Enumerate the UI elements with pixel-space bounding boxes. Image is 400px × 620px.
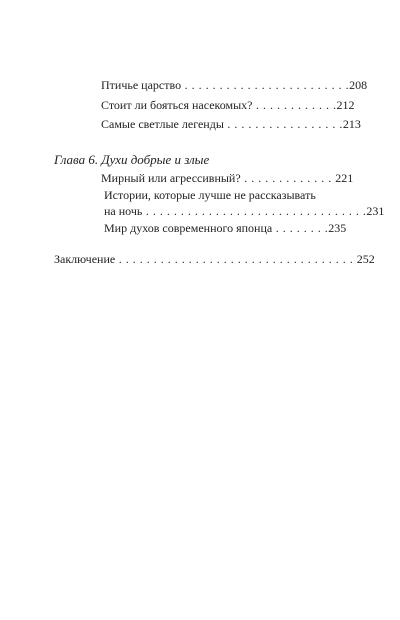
toc-page-number: 213 <box>342 117 361 131</box>
toc-entry-legends <box>101 117 361 131</box>
toc-entry-stories-line2 <box>104 204 385 218</box>
toc-entry-stories-line1 <box>104 188 334 202</box>
toc-leader-dots: . . . . . . . . . . . . . . . . . . . . . . . . . . . . . . . . . . <box>115 252 357 266</box>
toc-entry-birds <box>101 78 368 92</box>
toc-page-number: 221 <box>335 171 354 185</box>
toc-page-number: 212 <box>336 98 355 112</box>
toc-entry-title: Мирный или агрессивный? <box>101 171 241 185</box>
toc-entry-spirit-world <box>104 221 347 235</box>
toc-leader-dots: . . . . . . . . . . . . <box>252 98 337 112</box>
toc-entry-title: Птичье царство <box>101 78 182 92</box>
toc-leader-dots: . . . . . . . . . . . . . . . . . . . . . . . . . . . . . . . . <box>142 204 367 218</box>
toc-entry-title: Истории, которые лучше не рассказывать <box>104 188 316 202</box>
toc-entry-title-continued: на ночь <box>104 204 143 218</box>
chapter-6-title: Глава 6. Духи добрые и злые <box>54 152 210 167</box>
toc-entry-peaceful <box>101 171 354 185</box>
toc-leader-dots: . . . . . . . . . . . . . <box>240 171 336 185</box>
toc-leader-dots: . . . . . . . . . . . . . . . . . <box>223 117 343 131</box>
toc-page-number: 252 <box>356 252 375 266</box>
toc-entry-title: Заключение <box>54 252 116 266</box>
toc-page-number: 231 <box>366 204 385 218</box>
toc-entry-title: Самые светлые легенды <box>101 117 224 131</box>
toc-entry-title: Мир духов современного японца <box>104 221 273 235</box>
toc-entry-insects <box>101 98 355 112</box>
toc-page-number: 235 <box>328 221 347 235</box>
toc-entry-title: Стоит ли бояться насекомых? <box>101 98 253 112</box>
toc-leader-dots: . . . . . . . . <box>272 221 329 235</box>
toc-entry-conclusion <box>54 252 375 266</box>
toc-page-number: 208 <box>349 78 368 92</box>
toc-leader-dots: . . . . . . . . . . . . . . . . . . . . . . . . <box>181 78 350 92</box>
